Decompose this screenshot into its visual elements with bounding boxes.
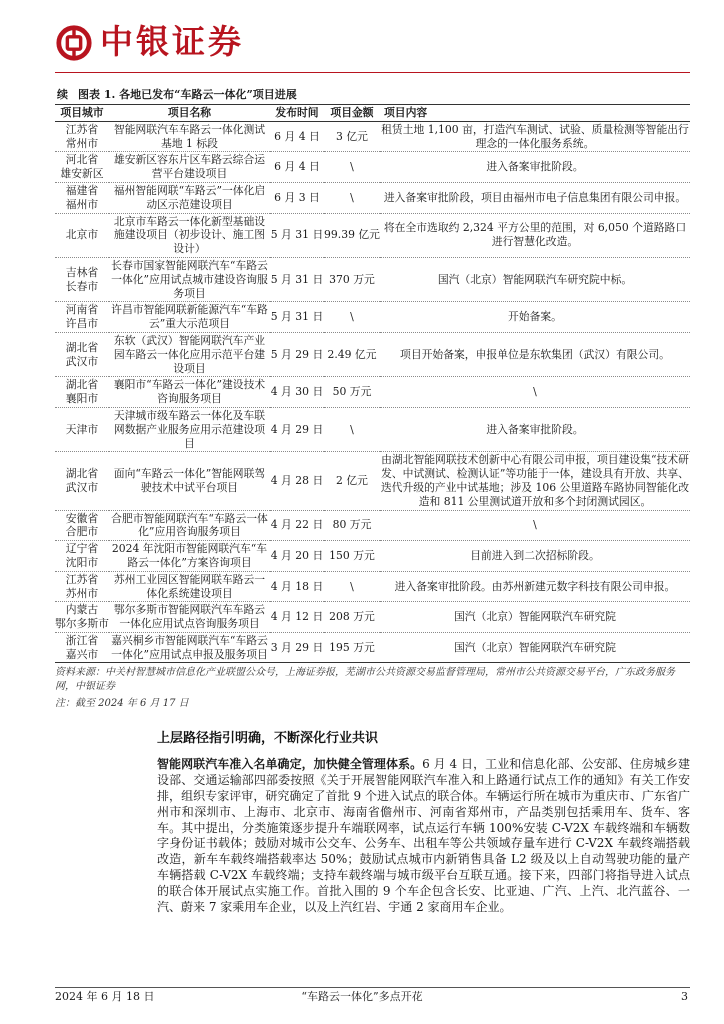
cell-project-name: 福州智能网联“车路云”一体化启动区示范建设项目 <box>109 182 270 213</box>
column-header-amount: 项目金额 <box>324 105 380 121</box>
cell-province-text: 江苏省 <box>65 122 99 136</box>
cell-city <box>55 541 109 572</box>
cell-province-text: 河南省 <box>65 303 99 317</box>
cell-release-date: 4 月 29 日 <box>270 407 324 451</box>
cell-project-name: 面向“车路云一体化”智能网联驾驶技术中试平台项目 <box>109 452 270 510</box>
table-row <box>55 632 690 663</box>
cell-city <box>55 121 109 152</box>
table-row <box>55 602 690 633</box>
cell-province-text: 河北省 <box>65 153 99 167</box>
cell-amount: 80 万元 <box>324 510 380 541</box>
cell-amount: 99.39 亿元 <box>324 213 380 257</box>
project-progress-table <box>55 105 690 663</box>
cell-release-date: 4 月 22 日 <box>270 510 324 541</box>
cell-city-text: 常州市 <box>65 136 99 150</box>
cell-project-name: 天津城市级车路云一体化及车联网数据产业服务应用示范建设项目 <box>109 407 270 451</box>
section-heading: 上层路径指引明确，不断深化行业共识 <box>157 731 379 747</box>
cell-province-text: 福建省 <box>65 183 99 197</box>
cell-release-date: 5 月 31 日 <box>270 302 324 333</box>
cell-project-name: 合肥市智能网联汽车“车路云一体化”应用咨询服务项目 <box>109 510 270 541</box>
header-rule <box>55 72 690 73</box>
footer-page-number: 3 <box>681 990 688 1003</box>
cell-province-text: 湖北省 <box>65 378 99 392</box>
table-row <box>55 332 690 376</box>
cell-city <box>55 213 109 257</box>
cell-city-text: 雄安新区 <box>60 167 104 181</box>
table-row <box>55 452 690 510</box>
cell-city-text: 鄂尔多斯市 <box>55 617 109 631</box>
cell-province-text: 江苏省 <box>65 572 99 586</box>
cell-amount: 3 亿元 <box>324 121 380 152</box>
cell-amount: 370 万元 <box>324 257 380 301</box>
cell-content: 进入备案审批阶段。 <box>380 407 690 451</box>
cell-content: 项目开始备案，申报单位是东软集团（武汉）有限公司。 <box>380 332 690 376</box>
cell-amount: 150 万元 <box>324 541 380 572</box>
cell-release-date: 4 月 12 日 <box>270 602 324 633</box>
cell-city <box>55 377 109 408</box>
cell-city-text: 福州市 <box>65 197 99 211</box>
table-row <box>55 213 690 257</box>
cell-city-text: 武汉市 <box>65 480 99 494</box>
cell-city-text: 襄阳市 <box>65 392 99 406</box>
cell-release-date: 5 月 31 日 <box>270 213 324 257</box>
cell-province-text: 安徽省 <box>65 511 99 525</box>
table-title <box>55 86 690 105</box>
cell-city-text: 武汉市 <box>65 354 99 368</box>
cell-amount: \ <box>324 302 380 333</box>
brand-name: 中银证券 <box>100 22 244 61</box>
cell-content: 由湖北智能网联技术创新中心有限公司申报，项目建设集“技术研发、中试测试、检测认证”等功能于一体，建设具有开放、共享、迭代升级的产业中试基地；涉及 106 公里道路车路协同智能化改造和 811 公里测试道开放和多个封闭测试园区。 <box>380 452 690 510</box>
cell-city-text: 天津市 <box>65 422 99 436</box>
cell-release-date: 6 月 4 日 <box>270 121 324 152</box>
table-row <box>55 377 690 408</box>
column-header-name: 项目名称 <box>109 105 270 121</box>
table-body <box>55 121 690 663</box>
cell-city <box>55 510 109 541</box>
cell-project-name: 长春市国家智能网联汽车“车路云一体化”应用试点城市建设咨询服务项目 <box>109 257 270 301</box>
cell-amount: 208 万元 <box>324 602 380 633</box>
column-header-date: 发布时间 <box>270 105 324 121</box>
cell-city <box>55 152 109 183</box>
table-row <box>55 302 690 333</box>
cell-province-text: 湖北省 <box>65 340 99 354</box>
bank-of-china-logo-icon <box>55 24 93 62</box>
cell-project-name: 嘉兴桐乡市智能网联汽车“车路云一体化”应用试点申报及服务项目 <box>109 632 270 663</box>
cell-project-name: 苏州工业园区智能网联车路云一体化系统建设项目 <box>109 571 270 602</box>
cell-city <box>55 571 109 602</box>
cell-province-text: 吉林省 <box>65 265 99 279</box>
cell-amount: \ <box>324 407 380 451</box>
table-row <box>55 257 690 301</box>
cell-city <box>55 332 109 376</box>
cell-project-name: 许昌市智能网联新能源汽车“车路云”重大示范项目 <box>109 302 270 333</box>
footer-date: 2024 年 6 月 18 日 <box>55 990 155 1003</box>
table-date-note: 注：截至 2024 年 6 月 17 日 <box>55 698 189 710</box>
cell-content: \ <box>380 377 690 408</box>
column-header-content: 项目内容 <box>380 105 690 121</box>
main-content <box>55 86 690 915</box>
project-table-section <box>55 86 690 711</box>
table-row <box>55 407 690 451</box>
cell-city-text: 苏州市 <box>65 586 99 600</box>
table-title-prefix: 续 <box>57 88 68 101</box>
body-section <box>157 729 690 915</box>
cell-project-name: 东软（武汉）智能网联汽车产业园车路云一体化应用示范平台建设项目 <box>109 332 270 376</box>
table-source-note: 资料来源：中关村智慧城市信息化产业联盟公众号，上海证券报，芜湖市公共资源交易监督管理局，常州市公共资源交易平台，广东政务服务网，中银证券 <box>55 667 675 693</box>
cell-release-date: 6 月 4 日 <box>270 152 324 183</box>
cell-project-name: 2024 年沈阳市智能网联汽车“车路云一体化”方案咨询项目 <box>109 541 270 572</box>
cell-project-name: 襄阳市“车路云一体化”建设技术咨询服务项目 <box>109 377 270 408</box>
cell-content: 国汽（北京）智能网联汽车研究院 <box>380 602 690 633</box>
cell-city <box>55 632 109 663</box>
cell-amount: 50 万元 <box>324 377 380 408</box>
cell-amount: 2.49 亿元 <box>324 332 380 376</box>
cell-province-text: 内蒙古 <box>65 603 99 617</box>
table-title-text: 图表 1. 各地已发布“车路云一体化”项目进展 <box>78 88 297 101</box>
cell-amount: \ <box>324 571 380 602</box>
cell-release-date: 5 月 31 日 <box>270 257 324 301</box>
cell-province-text: 辽宁省 <box>65 542 99 556</box>
table-row <box>55 571 690 602</box>
cell-city <box>55 452 109 510</box>
body-paragraph <box>157 757 690 915</box>
cell-city <box>55 182 109 213</box>
cell-amount: 195 万元 <box>324 632 380 663</box>
paragraph-body: 6 月 4 日，工业和信息化部、公安部、住房城乡建设部、交通运输部四部委按照《关于开展智能网联汽车准入和上路通行试点工作的通知》有关工作安排，组织专家评审，研究确定了首批 9 个进入试点的联合体。车辆运行所在城市为重庆市、广东省广州市和深圳市、上海市、北京市、海南省儋州市、河南省郑州市，产品类别包括乘用车、货车、客车。其中提出，分类施策逐步提升车端联网率，试点运行车辆 100%安装 C-V2X 车载终端和车辆数字身份证书载体；鼓励对城市公交车、公务车、出租车等公共领域存量车进行 C-V2X 车载终端搭载改造，新车车载终端搭载率达 50%；鼓励试点城市内新销售具备 L2 级及以上自动驾驶功能的量产车辆搭载 C-V2X 车载终端；支持车载终端与城市级平台互联互通。接下来，四部门将指导进入试点的联合体开展试点实施工作。首批入围的 9 个车企包含长安、比亚迪、广汽、上汽、北汽蓝谷、一汽、蔚来 7 家乘用车企业，以及上汽红岩、宇通 2 家商用车企业。 <box>157 757 690 914</box>
cell-release-date: 3 月 29 日 <box>270 632 324 663</box>
cell-city-text: 嘉兴市 <box>65 647 99 661</box>
cell-content: 进入备案审批阶段。 <box>380 152 690 183</box>
cell-content: 开始备案。 <box>380 302 690 333</box>
cell-content: 国汽（北京）智能网联汽车研究院 <box>380 632 690 663</box>
footer-rule <box>55 987 690 988</box>
cell-city-text: 许昌市 <box>65 317 99 331</box>
table-row <box>55 541 690 572</box>
cell-content: 国汽（北京）智能网联汽车研究院中标。 <box>380 257 690 301</box>
cell-project-name: 鄂尔多斯市智能网联汽车车路云一体化应用试点咨询服务项目 <box>109 602 270 633</box>
cell-city-text: 沈阳市 <box>65 555 99 569</box>
cell-city-text: 北京市 <box>65 228 99 242</box>
cell-content: \ <box>380 510 690 541</box>
cell-amount: \ <box>324 182 380 213</box>
table-row <box>55 152 690 183</box>
cell-project-name: 北京市车路云一体化新型基础设施建设项目（初步设计、施工图设计） <box>109 213 270 257</box>
table-row <box>55 121 690 152</box>
cell-amount: 2 亿元 <box>324 452 380 510</box>
cell-province-text: 湖北省 <box>65 467 99 481</box>
cell-province-text: 浙江省 <box>65 633 99 647</box>
cell-city <box>55 602 109 633</box>
cell-release-date: 4 月 20 日 <box>270 541 324 572</box>
cell-content: 将在全市选取约 2,324 平方公里的范围，对 6,050 个道路路口进行智慧化改造。 <box>380 213 690 257</box>
cell-content: 进入备案审批阶段。由苏州新建元数字科技有限公司申报。 <box>380 571 690 602</box>
column-header-city: 项目城市 <box>55 105 109 121</box>
cell-city-text: 合肥市 <box>65 525 99 539</box>
paragraph-lead: 智能网联汽车准入名单确定，加快健全管理体系。 <box>157 757 423 772</box>
cell-content: 进入备案审批阶段，项目由福州市电子信息集团有限公司申报。 <box>380 182 690 213</box>
cell-release-date: 4 月 18 日 <box>270 571 324 602</box>
cell-release-date: 6 月 3 日 <box>270 182 324 213</box>
cell-release-date: 5 月 29 日 <box>270 332 324 376</box>
table-row <box>55 510 690 541</box>
cell-city <box>55 257 109 301</box>
footer-title: “车路云一体化”多点开花 <box>301 990 423 1003</box>
table-header-row <box>55 105 690 121</box>
table-row <box>55 182 690 213</box>
cell-content: 目前进入到二次招标阶段。 <box>380 541 690 572</box>
cell-project-name: 智能网联汽车车路云一体化测试基地 1 标段 <box>109 121 270 152</box>
cell-release-date: 4 月 28 日 <box>270 452 324 510</box>
cell-project-name: 雄安新区容东片区车路云综合运营平台建设项目 <box>109 152 270 183</box>
cell-amount: \ <box>324 152 380 183</box>
cell-city <box>55 407 109 451</box>
cell-city <box>55 302 109 333</box>
cell-release-date: 4 月 30 日 <box>270 377 324 408</box>
cell-city-text: 长春市 <box>65 279 99 293</box>
cell-content: 租赁土地 1,100 亩，打造汽车测试、试验、质量检测等智能出行理念的一体化服务系统。 <box>380 121 690 152</box>
